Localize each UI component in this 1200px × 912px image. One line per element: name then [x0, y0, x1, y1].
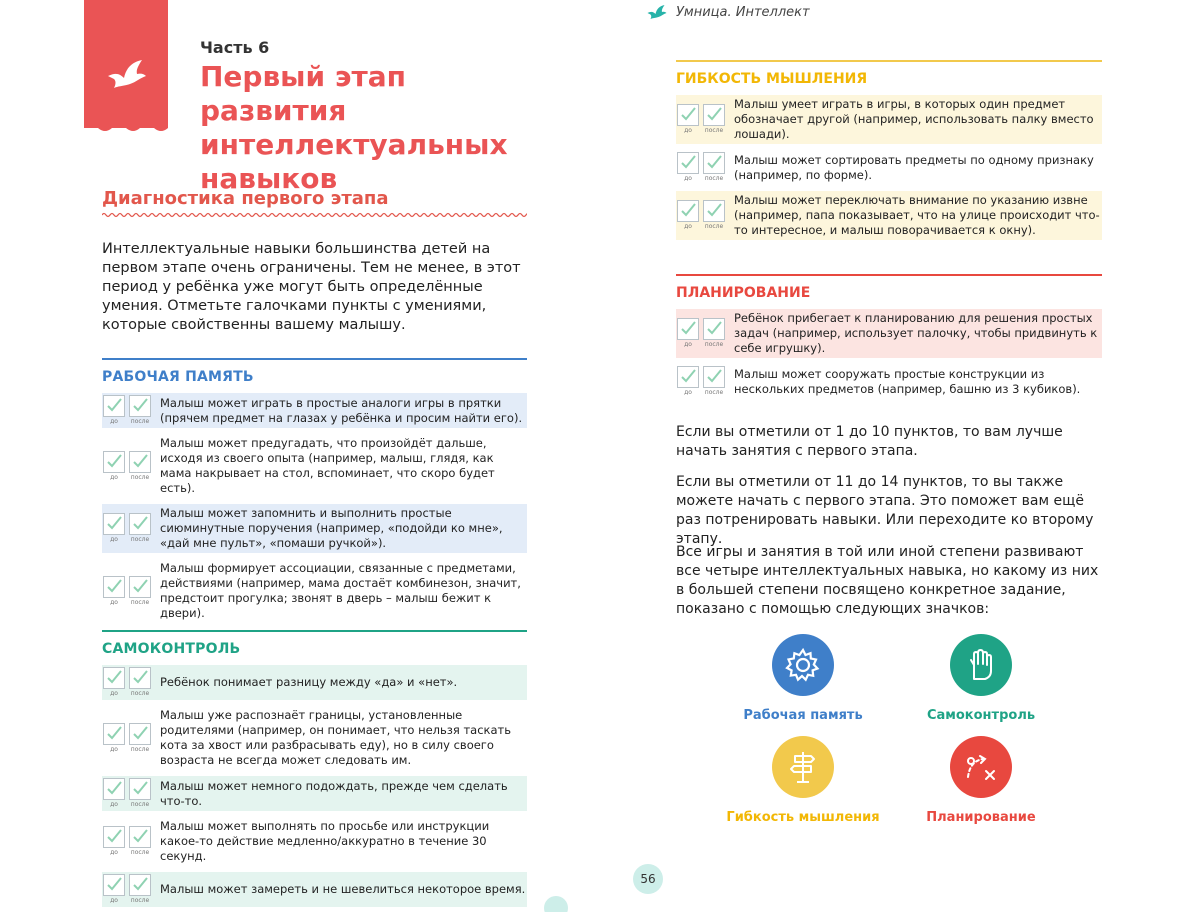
legend-label: Планирование — [926, 810, 1036, 825]
checkbox-after[interactable] — [129, 395, 151, 417]
section-self-control — [102, 630, 527, 912]
checkbox-pair — [676, 366, 730, 397]
checkbox-caption: после — [130, 690, 150, 697]
checkmark-icon — [105, 876, 123, 894]
checkbox-caption: до — [110, 473, 118, 481]
icons-paragraph: Все игры и занятия в той или иной степени развивают все четыре интеллектуальных навыка, но какому из них в большей степени посвящено конкретное задание, показано с помощью следующих значков: — [676, 544, 1099, 617]
checklist-text: Малыш может сортировать предметы по одному признаку (например, по форме). — [734, 152, 1094, 182]
checkbox-caption: до — [110, 801, 118, 808]
section-title: РАБОЧАЯ ПАМЯТЬ — [102, 369, 254, 385]
checklist-text: Ребёнок понимает разницу между «да» и «нет». — [160, 675, 458, 689]
legend-label: Гибкость мышления — [726, 810, 880, 825]
checkbox-before[interactable] — [103, 576, 125, 598]
checkbox-pair — [102, 874, 156, 905]
section-working-memory — [102, 358, 527, 629]
checklist-item — [102, 559, 527, 623]
checkmark-icon — [131, 515, 149, 533]
checkmark-icon — [131, 669, 149, 687]
wavy-divider — [102, 211, 527, 219]
checkmark-icon — [131, 725, 149, 743]
diagnostics-title: Диагностика первого этапа — [102, 188, 389, 209]
gear-icon — [783, 645, 823, 685]
checklist-item — [102, 393, 527, 428]
running-head-text: Умница. Интеллект — [676, 4, 810, 20]
checkbox-caption: после — [130, 897, 150, 904]
checkbox-caption: до — [684, 341, 692, 348]
checkbox-pair — [676, 152, 730, 183]
checkbox-caption: после — [704, 175, 724, 182]
signpost-icon — [783, 747, 823, 787]
checkbox-before[interactable] — [103, 667, 125, 689]
checklist-item — [676, 364, 1102, 399]
checklist-item — [102, 817, 527, 866]
checkbox-before[interactable] — [677, 104, 699, 126]
checklist-text: Малыш может замереть и не шевелиться некоторое время. — [160, 882, 526, 896]
checkmark-icon — [105, 780, 123, 798]
section-title: САМОКОНТРОЛЬ — [102, 641, 241, 657]
checkbox-before[interactable] — [103, 395, 125, 417]
result-paragraph-2: Если вы отметили от 11 до 14 пунктов, то вы также можете начать с первого этапа. Это поможет вам ещё раз потренировать навыки. Или переходите ко второму этапу. — [676, 474, 1094, 547]
checkbox-caption: после — [704, 389, 724, 396]
decor-circle — [544, 896, 568, 912]
checkbox-caption: до — [110, 745, 118, 753]
checkbox-before[interactable] — [677, 200, 699, 222]
checkbox-pair — [102, 778, 156, 809]
checkbox-caption: после — [130, 745, 150, 753]
checkmark-icon — [705, 106, 723, 124]
checkbox-after[interactable] — [703, 318, 725, 340]
checklist-item — [102, 504, 527, 553]
checkmark-icon — [105, 669, 123, 687]
checkbox-pair — [102, 667, 156, 698]
checklist-text: Малыш может предугадать, что произойдёт дальше, исходя из своего опыта (например, малыш, глядя, как мама накрывает на стол, вспоминает, что скоро будет есть). — [160, 436, 495, 495]
checkbox-after[interactable] — [129, 778, 151, 800]
checkbox-pair — [676, 318, 730, 349]
checkbox-caption: до — [110, 897, 118, 904]
checklist-text: Малыш может переключать внимание по указанию извне (например, папа показывает, что на улице происходит что-то интересное, и малыш поворачивается к окну). — [734, 193, 1100, 237]
checkmark-icon — [105, 453, 123, 471]
checkmark-icon — [705, 368, 723, 386]
checkbox-pair — [102, 826, 156, 857]
checkbox-caption: до — [110, 598, 118, 606]
checklist-item — [676, 150, 1102, 185]
checkbox-before[interactable] — [103, 513, 125, 535]
checklist-text: Малыш может немного подождать, прежде чем сделать что-то. — [160, 778, 508, 808]
checkbox-before[interactable] — [677, 152, 699, 174]
checklist-text: Малыш может сооружать простые конструкции из нескольких предметов (например, башню из 3 кубиков). — [734, 366, 1081, 396]
checklist-text: Малыш умеет играть в игры, в которых один предмет обозначает другой (например, использовать палку вместо лошади). — [734, 97, 1094, 141]
checkmark-icon — [131, 828, 149, 846]
checklist-item — [102, 706, 527, 770]
checkbox-caption: до — [684, 223, 692, 230]
checkmark-icon — [105, 725, 123, 743]
checkmark-icon — [131, 578, 149, 596]
checkmark-icon — [131, 397, 149, 415]
checkmark-icon — [131, 780, 149, 798]
checkmark-icon — [705, 320, 723, 338]
checkbox-pair — [102, 513, 156, 544]
checkbox-caption: до — [110, 536, 118, 543]
checkbox-caption: до — [110, 418, 118, 425]
checklist-item — [676, 309, 1102, 358]
checkbox-after[interactable] — [703, 152, 725, 174]
section-flexibility — [676, 60, 1102, 246]
legend-planning — [891, 736, 1071, 825]
legend-self-control — [891, 634, 1071, 723]
checklist-item — [676, 191, 1102, 240]
checklist-item — [102, 434, 527, 498]
checkbox-after[interactable] — [703, 366, 725, 388]
checkbox-after[interactable] — [129, 874, 151, 896]
checklist-item — [102, 776, 527, 811]
checkbox-after[interactable] — [703, 104, 725, 126]
checkmark-icon — [679, 320, 697, 338]
checklist-item — [102, 872, 527, 907]
checkmark-icon — [679, 368, 697, 386]
checkbox-caption: после — [130, 801, 150, 808]
checkbox-caption: после — [130, 849, 150, 856]
checkbox-pair — [102, 395, 156, 426]
checkmark-icon — [679, 154, 697, 172]
checkbox-after[interactable] — [129, 513, 151, 535]
checkbox-pair — [102, 451, 156, 482]
checkbox-before[interactable] — [677, 366, 699, 388]
checkmark-icon — [705, 202, 723, 220]
checkbox-after[interactable] — [129, 826, 151, 848]
checkbox-after[interactable] — [129, 667, 151, 689]
checkbox-pair — [676, 200, 730, 231]
checklist-item — [102, 665, 527, 700]
checkbox-pair — [676, 104, 730, 135]
legend-label: Самоконтроль — [926, 708, 1036, 723]
checklist-text: Малыш может запомнить и выполнить простые сиюминутные поручения (например, «подойди ко мне», «дай мне пульт», «помаши ручкой»). — [160, 506, 503, 550]
page-number: 56 — [633, 864, 663, 894]
hand-icon — [961, 645, 1001, 685]
running-head — [646, 4, 810, 20]
checkbox-caption: до — [684, 175, 692, 182]
checkmark-icon — [679, 106, 697, 124]
legend-flexibility — [713, 736, 893, 825]
checkbox-caption: после — [130, 536, 150, 543]
checkbox-pair — [102, 576, 156, 607]
checkbox-caption: до — [110, 690, 118, 697]
checkbox-caption: после — [130, 598, 150, 606]
checkbox-before[interactable] — [103, 778, 125, 800]
section-planning — [676, 274, 1102, 405]
checkbox-after[interactable] — [129, 723, 151, 745]
checklist-text: Малыш может выполнять по просьбе или инструкции какое-то действие медленно/аккуратно в течение 30 секунд. — [160, 819, 490, 863]
checkbox-caption: до — [684, 127, 692, 134]
checkmark-icon — [131, 876, 149, 894]
checklist-text: Малыш уже распознаёт границы, установленные родителями (например, он понимает, что нельзя таскать кота за хвост или разбрасывать еду), но в силу своего возраста не всегда может следовать им. — [160, 708, 512, 767]
checkbox-after[interactable] — [703, 200, 725, 222]
checkbox-caption: после — [704, 341, 724, 348]
legend-working-memory — [713, 634, 893, 723]
checkmark-icon — [105, 578, 123, 596]
legend-label: Рабочая память — [743, 708, 863, 723]
checklist-text: Ребёнок прибегает к планированию для решения простых задач (например, использует палочку, чтобы придвинуть к себе игрушку). — [734, 311, 1098, 355]
checkbox-caption: после — [704, 127, 724, 134]
part-label: Часть 6 — [200, 38, 270, 57]
intro-paragraph: Интеллектуальные навыки большинства детей на первом этапе очень ограничены. Тем не менее, в этот период у ребёнка уже могут быть определённые умения. Отметьте галочками пункты с умениями, которые свойственны вашему малышу. — [102, 241, 521, 333]
checkbox-caption: до — [684, 389, 692, 396]
section-title: ГИБКОСТЬ МЫШЛЕНИЯ — [676, 71, 868, 87]
checkbox-before[interactable] — [677, 318, 699, 340]
part-title: Первый этап развития интеллектуальных навыков — [200, 60, 508, 195]
chapter-bookmark — [84, 0, 168, 128]
checkbox-before[interactable] — [103, 723, 125, 745]
checkbox-before[interactable] — [103, 826, 125, 848]
checkbox-after[interactable] — [129, 451, 151, 473]
checklist-text: Малыш формирует ассоциации, связанные с предметами, действиями (например, мама достаёт комбинезон, значит, предстоит прогулка; звонят в дверь – малыш бежит к двери). — [160, 561, 521, 620]
checklist-text: Малыш может играть в простые аналоги игры в прятки (прячем предмет на глазах у ребёнка и просим найти его). — [160, 395, 523, 425]
checkbox-caption: после — [704, 223, 724, 230]
checkmark-icon — [105, 828, 123, 846]
checkbox-caption: после — [130, 418, 150, 425]
section-title: ПЛАНИРОВАНИЕ — [676, 285, 811, 301]
checkbox-after[interactable] — [129, 576, 151, 598]
checkmark-icon — [679, 202, 697, 220]
checkmark-icon — [705, 154, 723, 172]
result-paragraph-1: Если вы отметили от 1 до 10 пунктов, то вам лучше начать занятия с первого этапа. — [676, 424, 1063, 459]
checkbox-pair — [102, 723, 156, 754]
checkbox-caption: до — [110, 849, 118, 856]
checklist-item — [676, 95, 1102, 144]
checkmark-icon — [105, 397, 123, 415]
checkmark-icon — [105, 515, 123, 533]
bird-icon — [106, 58, 148, 90]
checkmark-icon — [131, 453, 149, 471]
checkbox-before[interactable] — [103, 451, 125, 473]
checkbox-before[interactable] — [103, 874, 125, 896]
checkbox-caption: после — [130, 473, 150, 481]
strategy-icon — [961, 747, 1001, 787]
bird-icon — [646, 4, 668, 20]
